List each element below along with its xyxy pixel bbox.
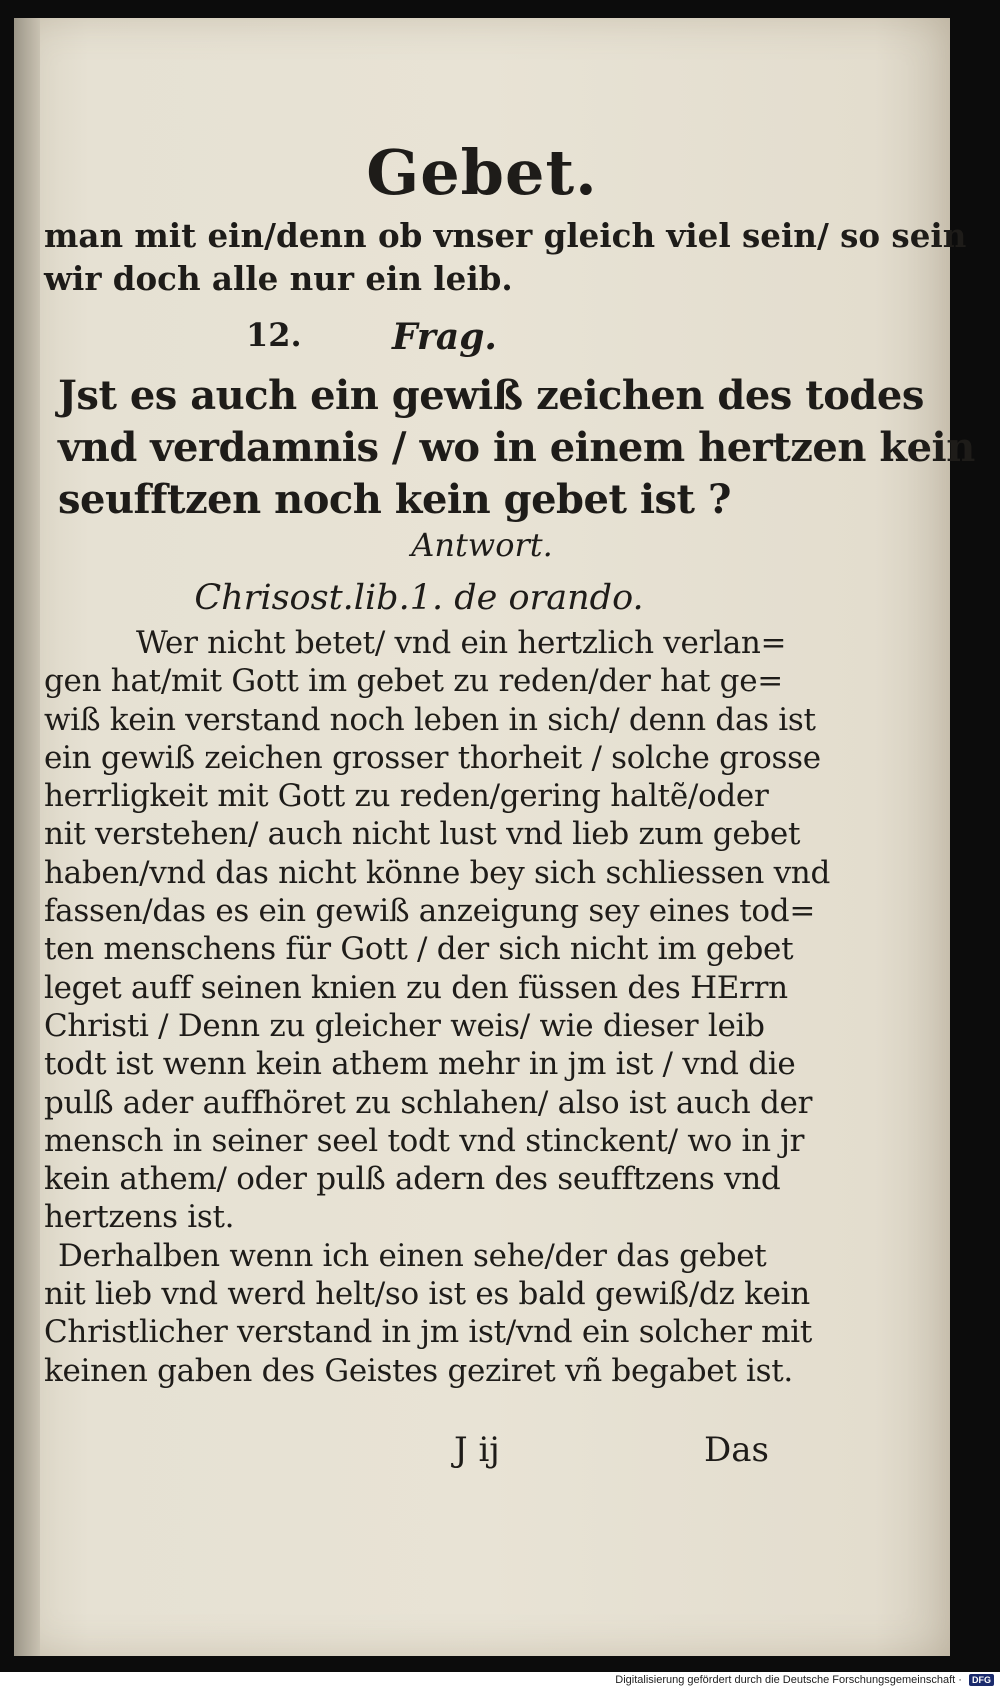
body-line: Christi / Denn zu gleicher weis/ wie dieser leib bbox=[44, 1007, 765, 1044]
body-line: keinen gaben des Geistes geziret vñ begabet ist. bbox=[44, 1352, 793, 1389]
body-line: wiß kein verstand noch leben in sich/ denn das ist bbox=[44, 701, 816, 738]
digitization-footer: Digitalisierung gefördert durch die Deutsche Forschungsgemeinschaft · DFG bbox=[0, 1674, 1000, 1692]
text-line: man mit ein/denn ob vnser gleich viel sein/ so sein bbox=[44, 216, 967, 255]
body-line: todt ist wenn kein athem mehr in jm ist / vnd die bbox=[44, 1046, 796, 1083]
text-line: wir doch alle nur ein leib. bbox=[44, 259, 513, 298]
question-number: 12. bbox=[246, 316, 302, 354]
body-line: herrligkeit mit Gott zu reden/gering haltẽ/oder bbox=[44, 778, 769, 815]
body-line: pulß ader auffhöret zu schlahen/ also ist auch der bbox=[44, 1084, 813, 1121]
body-line: Derhalben wenn ich einen sehe/der das gebet bbox=[58, 1237, 767, 1274]
body-line: gen hat/mit Gott im gebet zu reden/der hat ge= bbox=[44, 663, 783, 700]
continuation-text bbox=[44, 214, 967, 300]
question-label: Frag. bbox=[392, 316, 497, 358]
question-line: seufftzen noch kein gebet ist ? bbox=[58, 476, 731, 523]
body-line: ten menschens für Gott / der sich nicht im gebet bbox=[44, 931, 794, 968]
body-line: Wer nicht betet/ vnd ein hertzlich verlan= bbox=[136, 625, 787, 661]
body-line: leget auff seinen knien zu den füssen des HErrn bbox=[44, 969, 788, 1006]
body-line: fassen/das es ein gewiß anzeigung sey eines tod= bbox=[44, 893, 816, 930]
body-text bbox=[44, 624, 830, 1390]
question-line: Jst es auch ein gewiß zeichen des todes bbox=[58, 372, 924, 419]
body-line: mensch in seiner seel todt vnd stinckent/ wo in jr bbox=[44, 1122, 805, 1159]
body-line: hertzens ist. bbox=[44, 1199, 235, 1236]
running-head: Gebet. bbox=[366, 136, 598, 209]
question-text bbox=[58, 370, 975, 526]
book-page bbox=[14, 18, 975, 1656]
body-line: haben/vnd das nicht könne bey sich schliessen vnd bbox=[44, 854, 830, 891]
question-line: vnd verdamnis / wo in einem hertzen kein bbox=[58, 424, 975, 471]
signature-mark: J ij bbox=[454, 1430, 500, 1470]
dfg-logo: DFG bbox=[969, 1674, 994, 1686]
citation: Chrisost.lib.1. de orando. bbox=[194, 578, 644, 618]
body-line: ein gewiß zeichen grosser thorheit / solche grosse bbox=[44, 739, 821, 776]
answer-label: Antwort. bbox=[411, 526, 553, 564]
body-line: kein athem/ oder pulß adern des seufftzens vnd bbox=[44, 1161, 781, 1198]
footer-credit: Digitalisierung gefördert durch die Deutsche Forschungsgemeinschaft bbox=[615, 1674, 956, 1687]
body-line: Christlicher verstand in jm ist/vnd ein solcher mit bbox=[44, 1314, 813, 1351]
catchword: Das bbox=[704, 1430, 769, 1470]
page-gutter bbox=[14, 18, 40, 1656]
body-line: nit lieb vnd werd helt/so ist es bald gewiß/dz kein bbox=[44, 1276, 810, 1313]
body-line: nit verstehen/ auch nicht lust vnd lieb zum gebet bbox=[44, 816, 801, 853]
